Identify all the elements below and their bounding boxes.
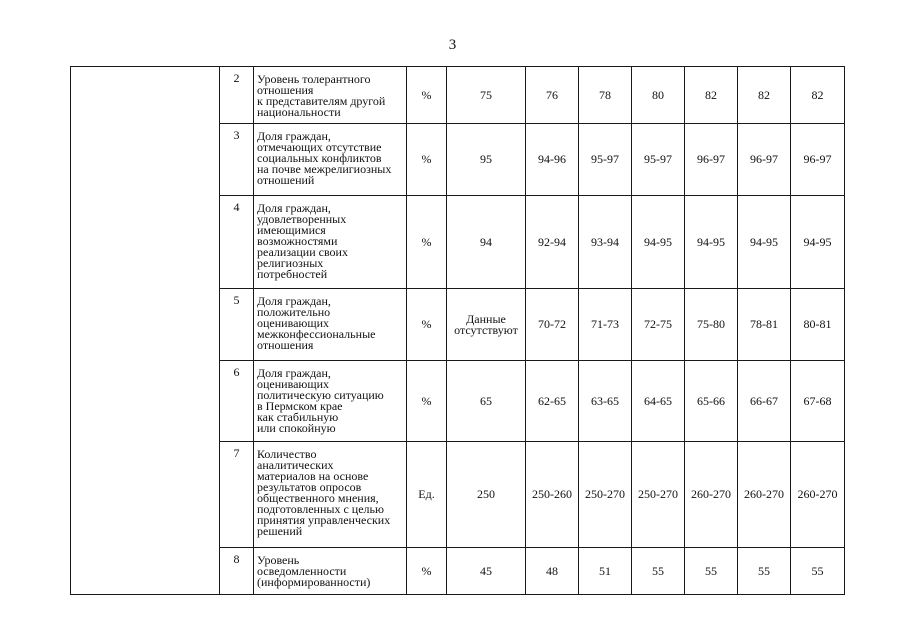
indicator-name-cell: Количество аналитических материалов на основе результатов опросов общественного мнения, подготовленных с целью принятия управленческих решений	[254, 442, 407, 548]
year-value-cell: 96-97	[738, 124, 791, 196]
row-number-cell: 3	[220, 124, 254, 196]
year-value-cell: 62-65	[526, 361, 579, 442]
indicator-name-cell: Уровень осведомленности (информированности)	[254, 548, 407, 595]
year-value-cell: 64-65	[632, 361, 685, 442]
year-value-cell: 63-65	[579, 361, 632, 442]
year-value-cell: 94-95	[738, 196, 791, 289]
year-value-cell: 55	[632, 548, 685, 595]
year-value-cell: 70-72	[526, 289, 579, 361]
year-value-cell: 51	[579, 548, 632, 595]
year-value-cell: 94-95	[685, 196, 738, 289]
indicator-name-cell: Доля граждан, отмечающих отсутствие социальных конфликтов на почве межрелигиозных отношений	[254, 124, 407, 196]
year-value-cell: 82	[791, 67, 845, 124]
year-value-cell: 76	[526, 67, 579, 124]
year-value-cell: 95-97	[632, 124, 685, 196]
unit-cell: %	[407, 67, 447, 124]
unit-cell: %	[407, 196, 447, 289]
base-value-cell: 75	[447, 67, 526, 124]
unit-cell: %	[407, 289, 447, 361]
table-row	[71, 67, 845, 124]
indicator-name-cell: Доля граждан, удовлетворенных имеющимися возможностями реализации своих религиозных потребностей	[254, 196, 407, 289]
base-value-cell: 65	[447, 361, 526, 442]
base-value-cell: 94	[447, 196, 526, 289]
year-value-cell: 92-94	[526, 196, 579, 289]
year-value-cell: 94-95	[632, 196, 685, 289]
year-value-cell: 93-94	[579, 196, 632, 289]
year-value-cell: 65-66	[685, 361, 738, 442]
row-number-cell: 5	[220, 289, 254, 361]
base-value-cell: 95	[447, 124, 526, 196]
year-value-cell: 80	[632, 67, 685, 124]
year-value-cell: 55	[738, 548, 791, 595]
row-number-cell: 8	[220, 548, 254, 595]
year-value-cell: 96-97	[685, 124, 738, 196]
year-value-cell: 82	[738, 67, 791, 124]
row-number-cell: 2	[220, 67, 254, 124]
year-value-cell: 71-73	[579, 289, 632, 361]
year-value-cell: 67-68	[791, 361, 845, 442]
base-value-cell: 45	[447, 548, 526, 595]
year-value-cell: 48	[526, 548, 579, 595]
table-body	[71, 67, 845, 595]
row-number-cell: 6	[220, 361, 254, 442]
unit-cell: Ед.	[407, 442, 447, 548]
year-value-cell: 72-75	[632, 289, 685, 361]
year-value-cell: 250-270	[632, 442, 685, 548]
year-value-cell: 82	[685, 67, 738, 124]
indicator-name-cell: Уровень толерантного отношения к представителям другой национальности	[254, 67, 407, 124]
year-value-cell: 96-97	[791, 124, 845, 196]
indicators-table	[70, 66, 845, 595]
year-value-cell: 260-270	[685, 442, 738, 548]
year-value-cell: 94-96	[526, 124, 579, 196]
year-value-cell: 94-95	[791, 196, 845, 289]
year-value-cell: 66-67	[738, 361, 791, 442]
unit-cell: %	[407, 548, 447, 595]
row-number-cell: 7	[220, 442, 254, 548]
row-number-cell: 4	[220, 196, 254, 289]
year-value-cell: 250-260	[526, 442, 579, 548]
base-value-cell: Данные отсутствуют	[447, 289, 526, 361]
year-value-cell: 55	[791, 548, 845, 595]
base-value-cell: 250	[447, 442, 526, 548]
year-value-cell: 95-97	[579, 124, 632, 196]
indicator-name-cell: Доля граждан, оценивающих политическую ситуацию в Пермском крае как стабильную или спокойную	[254, 361, 407, 442]
year-value-cell: 250-270	[579, 442, 632, 548]
unit-cell: %	[407, 361, 447, 442]
indicator-name-cell: Доля граждан, положительно оценивающих межконфессиональные отношения	[254, 289, 407, 361]
year-value-cell: 260-270	[791, 442, 845, 548]
unit-cell: %	[407, 124, 447, 196]
year-value-cell: 80-81	[791, 289, 845, 361]
year-value-cell: 260-270	[738, 442, 791, 548]
year-value-cell: 75-80	[685, 289, 738, 361]
page-number: 3	[448, 37, 457, 53]
year-value-cell: 78-81	[738, 289, 791, 361]
year-value-cell: 55	[685, 548, 738, 595]
year-value-cell: 78	[579, 67, 632, 124]
merged-blank-cell	[71, 67, 220, 595]
